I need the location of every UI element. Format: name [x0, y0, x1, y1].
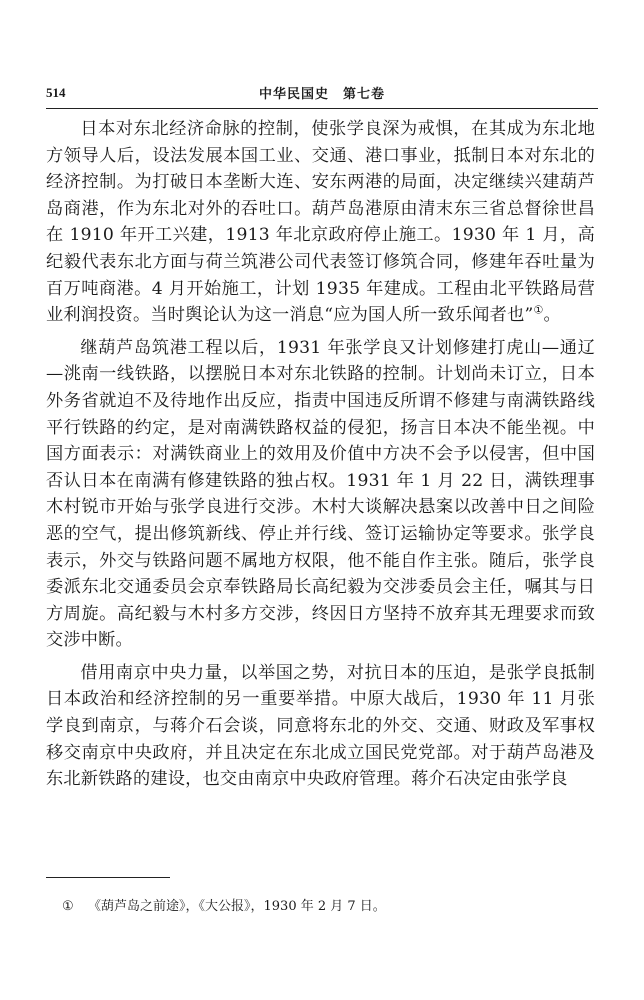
- paragraph: 借用南京中央力量，以举国之势，对抗日本的压迫，是张学良抵制日本政治和经济控制的另一重要举措。中原大战后，1930 年 11 月张学良到南京，与蒋介石会谈，同意将东北的外交、交通、财政及军事权移交南京中央政府，并且决定在东北成立国民党党部。对于葫芦岛港及东北新铁路的建设，也交由南京中央政府管理。蒋介石决定由张学良: [46, 662, 595, 790]
- paragraph: [46, 116, 595, 329]
- footnote: [62, 898, 598, 916]
- header-rule: [46, 108, 598, 109]
- body-text: [46, 116, 595, 799]
- footnote-text: 《葫芦岛之前途》，《大公报》，1930 年 2 月 7 日。: [88, 899, 386, 914]
- page-number: 514: [46, 85, 66, 100]
- footnote-rule: [46, 877, 170, 878]
- running-title: 中华民国史 第七卷: [258, 87, 385, 102]
- footnote-mark: ①: [62, 899, 74, 914]
- footnote-reference[interactable]: ①: [533, 303, 544, 317]
- paragraph-trailing-text: 。: [543, 305, 561, 326]
- page-header: [46, 83, 598, 103]
- paragraph: 继葫芦岛筑港工程以后，1931 年张学良又计划修建打虎山—通辽—洮南一线铁路，以摆脱日本对东北铁路的控制。计划尚未订立，日本外务省就迫不及待地作出反应，指责中国违反所谓不修建与南满铁路线平行铁路的约定，是对南满铁路权益的侵犯，扬言日本决不能坐视。中国方面表示：对满铁商业上的效用及价值中方决不会予以侵害，但中国否认日本在南满有修建铁路的独占权。1931 年 1 月 22 日，满铁理事木村锐市开始与张学良进行交涉。木村大谈解决悬案以改善中日之间险恶的空气，提出修筑新线、停止并行线、签订运输协定等要求。张学良表示，外交与铁路问题不属地方权限，他不能自作主张。随后，张学良委派东北交通委员会京奉铁路局长高纪毅为交涉委员会主任，嘱其与日方周旋。高纪毅与木村多方交涉，终因日方坚持不放弃其无理要求而致交涉中断。: [46, 337, 595, 651]
- paragraph-text: 日本对东北经济命脉的控制，使张学良深为戒惧，在其成为东北地方领导人后，设法发展本国工业、交通、港口事业，抵制日本对东北的经济控制。为打破日本垄断大连、安东两港的局面，决定继续兴建葫芦岛商港，作为东北对外的吞吐口。葫芦岛港原由清末东三省总督徐世昌在 1910 年开工兴建，1913 年北京政府停止施工。1930 年 1 月，高纪毅代表东北方面与荷兰筑港公司代表签订修筑合同，修建年吞吐量为百万吨商港。4 月开始施工，计划 1935 年建成。工程由北平铁路局营业利润投资。当时舆论认为这一消息“应为国人所一致乐闻者也”: [46, 119, 595, 326]
